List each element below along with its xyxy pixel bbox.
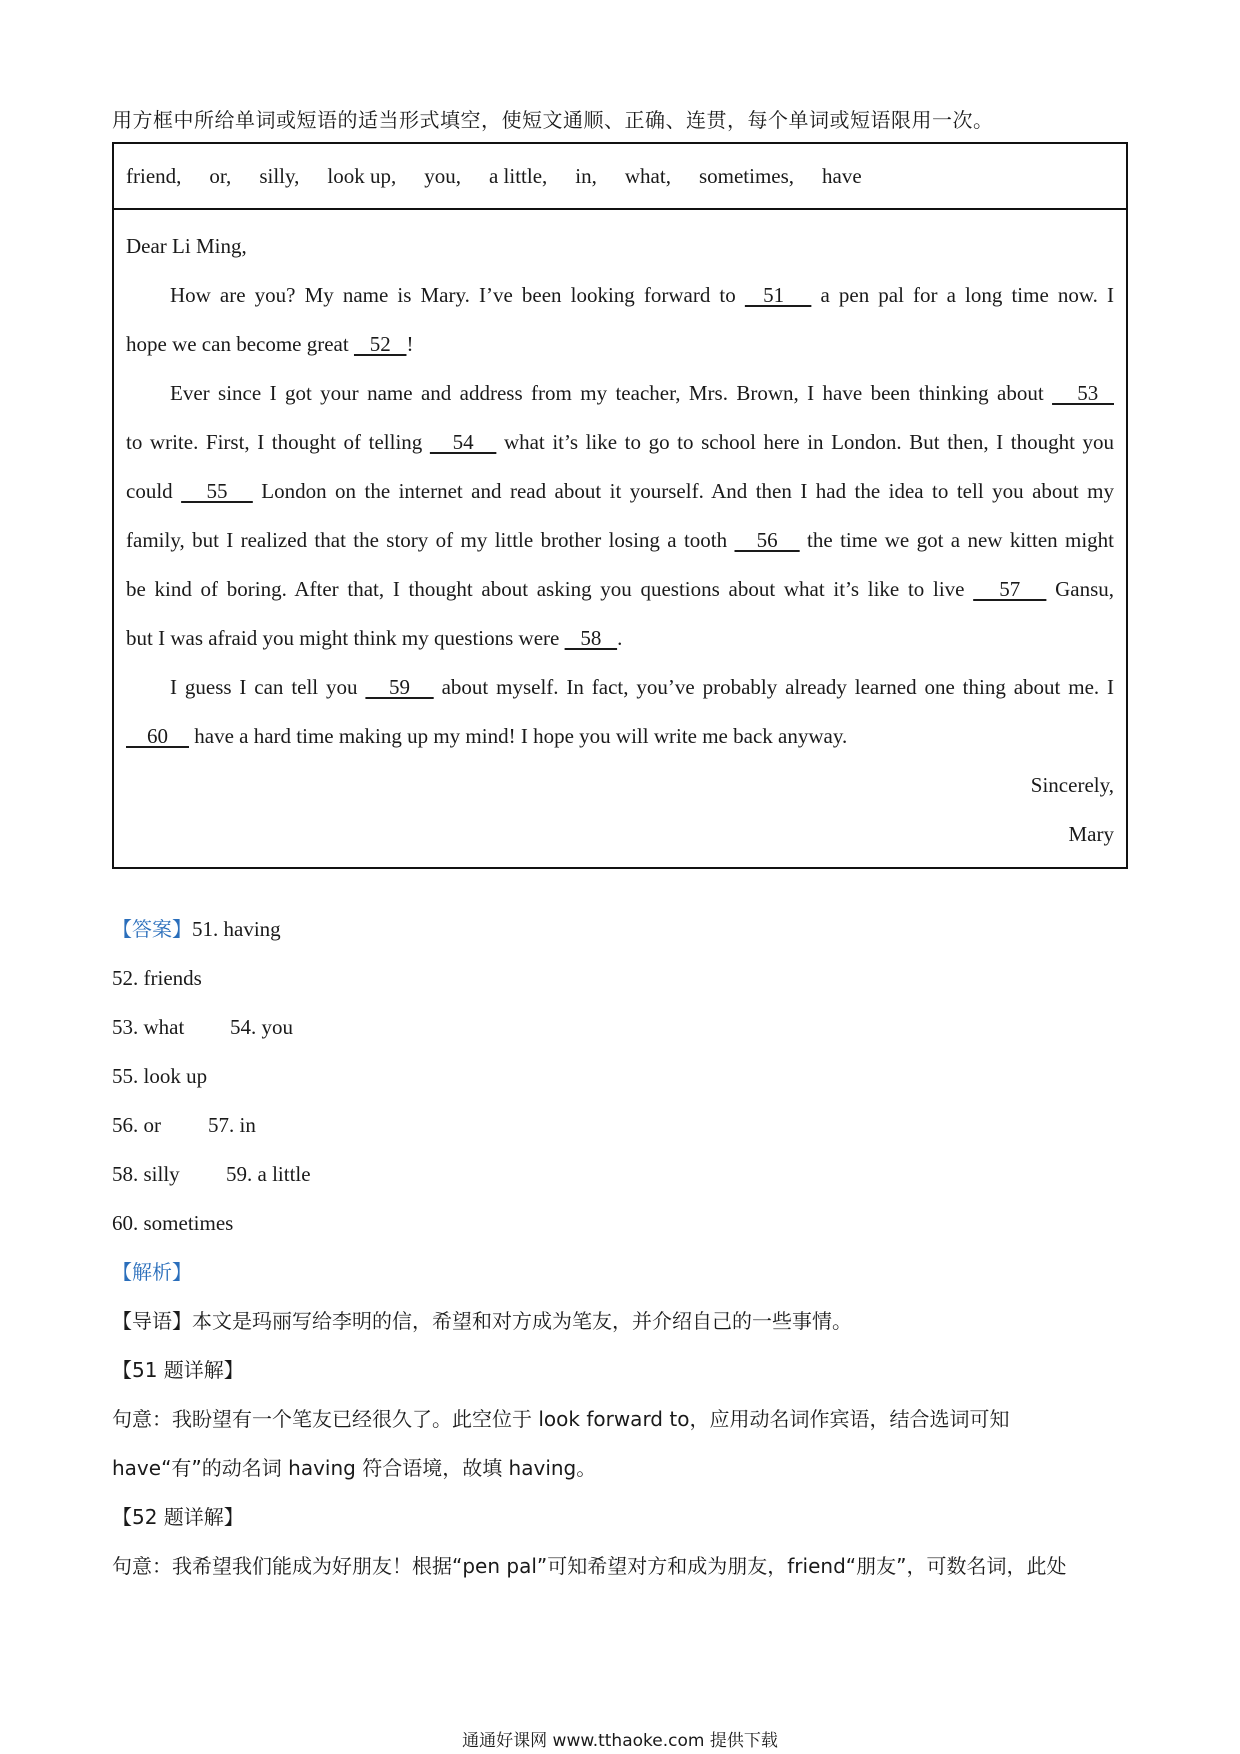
q52-text: 句意：我希望我们能成为好朋友！根据“pen pal”可知希望对方和成为朋友，friend“朋友”，可数名词，此处 xyxy=(112,1554,1067,1578)
q51-text: 句意：我盼望有一个笔友已经很久了。此空位于 look forward to，应用动名词作宾语，结合选词可知 xyxy=(112,1407,1010,1431)
exercise-box xyxy=(112,142,1128,869)
blank-52: 52 xyxy=(353,332,407,356)
blank-58: 58 xyxy=(564,626,618,650)
answer-item: 56. or xyxy=(112,1113,161,1137)
text-run: hope we can become great xyxy=(126,332,354,356)
answer-item: 51. having xyxy=(192,917,281,941)
word-item: friend, xyxy=(126,163,182,188)
word-item: sometimes, xyxy=(698,163,795,188)
text-run: have a hard time making up my mind! I hope you will write me back anyway. xyxy=(189,724,848,748)
answer-item: 57. in xyxy=(208,1113,256,1137)
blank-54: 54 xyxy=(429,430,497,454)
page-footer: 通通好课网 www.tthaoke.com 提供下载 xyxy=(462,1731,778,1751)
q51-text: have“有”的动名词 having 符合语境，故填 having。 xyxy=(112,1456,597,1480)
word-item: what, xyxy=(624,163,671,188)
word-item: in, xyxy=(575,163,597,188)
word-box xyxy=(114,144,1126,210)
letter-line xyxy=(126,565,1114,614)
text-run: to write. First, I thought of telling xyxy=(126,430,430,454)
word-item: have xyxy=(822,163,862,188)
instruction: 用方框中所给单词或短语的适当形式填空，使短文通顺、正确、连贯，每个单词或短语限用一次。 xyxy=(112,108,994,132)
intro-tag: 【导语】 xyxy=(112,1309,192,1333)
answer-line xyxy=(112,1101,1128,1150)
answer-item: 53. what xyxy=(112,1015,185,1039)
letter-line xyxy=(126,516,1114,565)
text-run: I guess I can tell you xyxy=(170,675,366,699)
blank-56: 56 xyxy=(734,528,800,552)
q52-tag: 【52 题详解】 xyxy=(112,1505,244,1529)
text-run: London on the internet and read about it yourself. And then I had the idea to tell you about my xyxy=(252,479,1115,503)
text-run: the time we got a new kitten might xyxy=(799,528,1115,552)
letter-line xyxy=(126,418,1114,467)
word-item: or, xyxy=(209,163,232,188)
analysis-tag: 【解析】 xyxy=(112,1260,192,1284)
page-content xyxy=(112,100,1128,1591)
letter-line xyxy=(126,369,1114,418)
answer-line xyxy=(112,1003,1128,1052)
text-run: . xyxy=(617,626,623,650)
answer-line xyxy=(112,954,1128,1003)
answer-item: 52. friends xyxy=(112,966,202,990)
answer-line xyxy=(112,1150,1128,1199)
letter-line xyxy=(126,712,1114,761)
text-run: could xyxy=(126,479,182,503)
q51-tag: 【51 题详解】 xyxy=(112,1358,244,1382)
text-run: family, but I realized that the story of my little brother losing a tooth xyxy=(126,528,735,552)
word-item: look up, xyxy=(327,163,397,188)
analysis-line xyxy=(112,1297,1128,1346)
word-item: a little, xyxy=(488,163,548,188)
text-run: about myself. In fact, you’ve probably already learned one thing about me. I xyxy=(433,675,1115,699)
text-run: Gansu, xyxy=(1046,577,1114,601)
intro-text: 本文是玛丽写给李明的信，希望和对方成为笔友，并介绍自己的一些事情。 xyxy=(192,1309,852,1333)
answer-item: 55. look up xyxy=(112,1064,208,1088)
blank-53: 53 xyxy=(1052,381,1114,405)
answer-item: 54. you xyxy=(230,1015,293,1039)
text-run: what it’s like to go to school here in London. But then, I thought you xyxy=(496,430,1114,454)
letter-line xyxy=(126,663,1114,712)
text-run: a pen pal for a long time now. I xyxy=(811,283,1115,307)
letter-line xyxy=(126,467,1114,516)
answer-line xyxy=(112,905,1128,954)
word-item: you, xyxy=(424,163,461,188)
word-item: silly, xyxy=(259,163,300,188)
letter-line xyxy=(126,320,1114,369)
letter-greeting: Dear Li Ming, xyxy=(126,234,247,258)
letter-line xyxy=(126,271,1114,320)
blank-51: 51 xyxy=(744,283,812,307)
text-run: Ever since I got your name and address from my teacher, Mrs. Brown, I have been thinking about xyxy=(170,381,1053,405)
text-run: How are you? My name is Mary. I’ve been looking forward to xyxy=(170,283,745,307)
blank-59: 59 xyxy=(365,675,434,699)
answer-item: 60. sometimes xyxy=(112,1211,234,1235)
blank-57: 57 xyxy=(973,577,1047,601)
answer-item: 59. a little xyxy=(226,1162,311,1186)
answer-section xyxy=(112,905,1128,1248)
analysis-section xyxy=(112,1248,1128,1591)
answer-tag: 【答案】 xyxy=(112,917,192,941)
answer-line xyxy=(112,1199,1128,1248)
letter-closing: Sincerely, xyxy=(1030,773,1114,797)
answer-item: 58. silly xyxy=(112,1162,180,1186)
letter-signature: Mary xyxy=(1068,822,1114,846)
text-run: but I was afraid you might think my questions were xyxy=(126,626,565,650)
letter-line xyxy=(126,614,1114,663)
letter-text xyxy=(114,210,1126,867)
blank-55: 55 xyxy=(181,479,253,503)
blank-60: 60 xyxy=(126,724,189,748)
text-run: be kind of boring. After that, I thought about asking you questions about what it’s like to live xyxy=(126,577,974,601)
text-run: ! xyxy=(406,332,414,356)
answer-line xyxy=(112,1052,1128,1101)
